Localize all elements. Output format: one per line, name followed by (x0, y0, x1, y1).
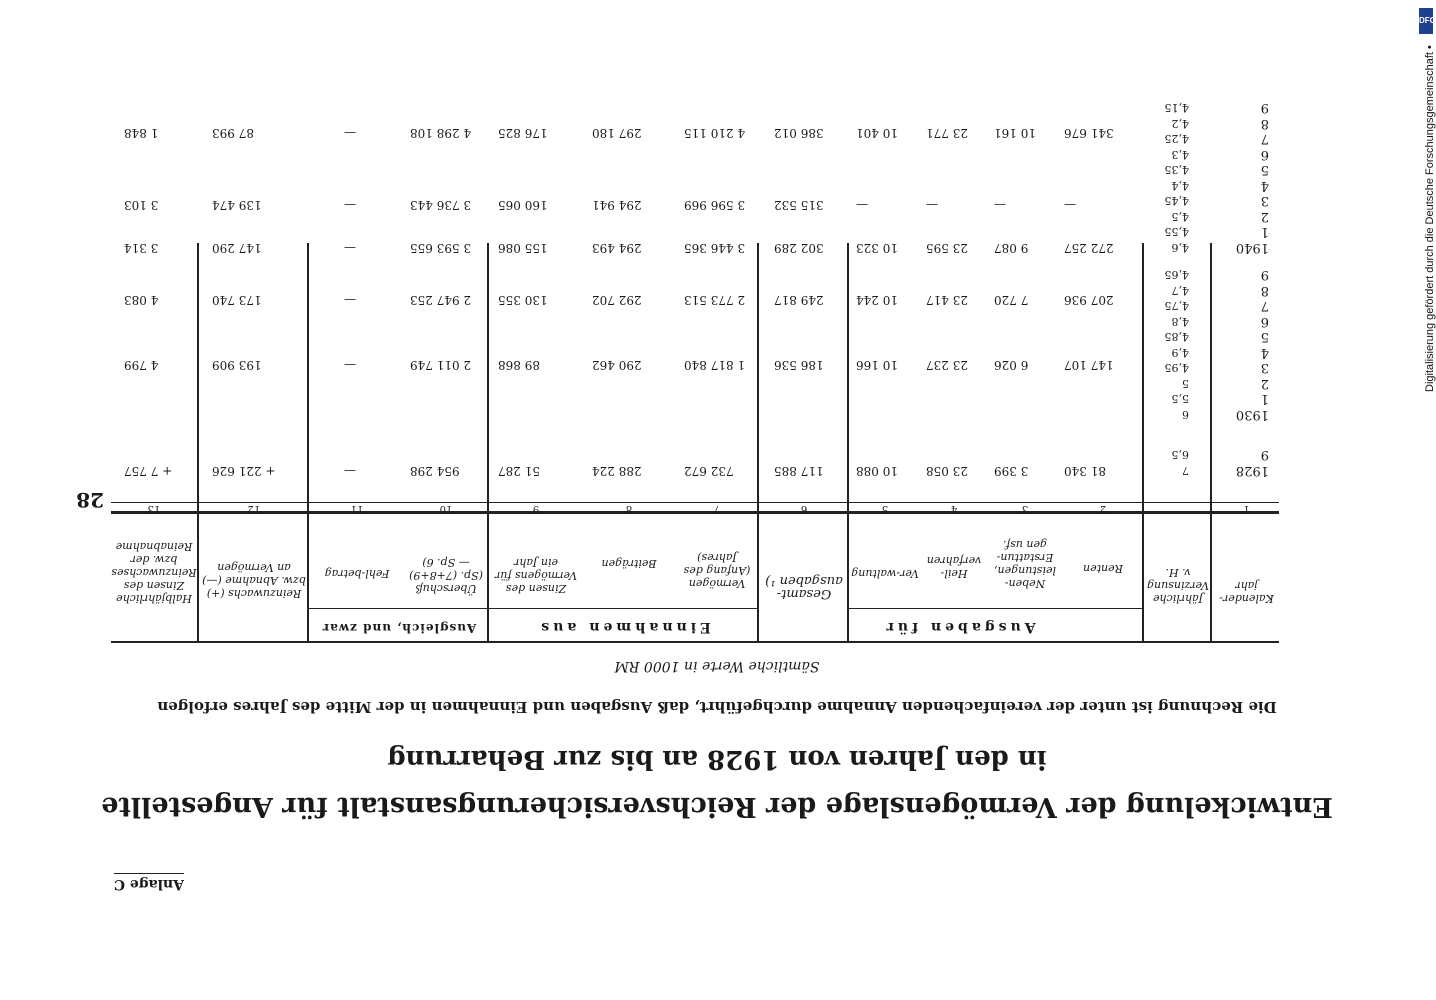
table-cell: 10 166 (856, 358, 898, 372)
table-cell: 6 026 (994, 358, 1029, 372)
group-einnahmen: Einnahmen aus (537, 619, 711, 635)
table-cell: 81 340 (1064, 464, 1106, 478)
table-cell: 3 103 (124, 198, 159, 212)
table-cell: 3 314 (124, 241, 159, 255)
table-cell: 10 161 (994, 126, 1036, 140)
group-ausgaben: Ausgaben für (882, 619, 1036, 635)
digitization-credit: Digitalisierung gefördert durch die Deutsche Forschungsgemeinschaft • (1424, 45, 1436, 392)
table-cell: 117 885 (774, 464, 824, 478)
page-subtitle: in den Jahren von 1928 an bis zur Beharrung (387, 744, 1047, 774)
col-num: 1 (1243, 503, 1250, 514)
table-cell: 290 462 (592, 358, 642, 372)
table-cell: 3 399 (994, 464, 1029, 478)
table-cell: 23 771 (926, 126, 968, 140)
table-cell: — (344, 464, 356, 478)
dfg-logo: DFG (1419, 8, 1433, 34)
col-num: 4 (950, 503, 958, 514)
group-ausgaben-rule (849, 608, 1144, 609)
table-cell: 3 596 969 (684, 198, 746, 212)
group-ausgleich-rule (309, 608, 489, 609)
col-header-7: Vermögen (Anfang des Jahres) (683, 551, 751, 590)
row-years: 1928 9 (1235, 447, 1269, 478)
col-header-4: Heil-verfahren (926, 554, 982, 580)
table-cell: 23 417 (926, 293, 968, 307)
table-cell: 186 536 (774, 358, 824, 372)
table-cell: 7 720 (994, 293, 1029, 307)
table-cell: — (344, 126, 356, 140)
table-cell: 4 298 108 (410, 126, 472, 140)
col-num: 2 (1099, 503, 1107, 514)
table-cell: 1 848 (124, 126, 159, 140)
col-num: 5 (881, 503, 889, 514)
col-num: 12 (247, 503, 261, 514)
table-cell: 147 290 (212, 241, 262, 255)
table-cell: + 221 626 (212, 464, 276, 478)
table-cell: 2 947 253 (410, 293, 472, 307)
col-num: 3 (1021, 503, 1029, 514)
row-rates: 6 5,5 5 4,95 4,9 4,85 4,8 4,75 4,7 4,65 (1164, 268, 1189, 421)
col-num: 7 (713, 503, 721, 514)
col-header-10: Überschuß (Sp. (7+8+9) — Sp. 6) (409, 556, 483, 595)
table-cell: 23 595 (926, 241, 968, 255)
table-cell: 147 107 (1064, 358, 1114, 372)
table-cell: 139 474 (212, 198, 262, 212)
col-num: 10 (439, 503, 453, 514)
table-cell: 176 825 (498, 126, 548, 140)
annex-label: Anlage C (114, 873, 184, 892)
table-cell: — (344, 358, 356, 372)
table-cell: — (994, 198, 1006, 212)
table-cell: — (344, 198, 356, 212)
table-cell: 207 936 (1064, 293, 1114, 307)
table-cell: 954 298 (410, 464, 460, 478)
table-cell: 3 446 365 (684, 241, 746, 255)
table-cell: 288 224 (592, 464, 642, 478)
col-num: 13 (147, 503, 161, 514)
row-rates: 7 6,5 (1171, 448, 1189, 477)
table-cell: 1 817 840 (684, 358, 746, 372)
page-number: 28 (76, 488, 104, 512)
table-cell: 2 773 513 (684, 293, 746, 307)
col-num: 9 (532, 503, 540, 514)
table-cell: 4 210 115 (684, 126, 746, 140)
row-years: 1930 1 2 3 4 5 6 7 8 9 (1235, 267, 1269, 422)
col-header-rate: Jährliche Verzinsung v. H. (1147, 566, 1209, 605)
table-cell: 10 323 (856, 241, 898, 255)
table-cell: 10 244 (856, 293, 898, 307)
col-num: 11 (350, 503, 364, 514)
table-cell: — (1064, 198, 1076, 212)
table-cell: 130 355 (498, 293, 548, 307)
col-header-9: Zinsen des Vermögens für ein Jahr (495, 556, 577, 595)
table-cell: 173 740 (212, 293, 262, 307)
table-cell: 10 401 (856, 126, 898, 140)
col-header-3: Neben-leistungen, Erstattun-gen usf. (994, 538, 1056, 590)
table-cell: 3 593 655 (410, 241, 472, 255)
table-cell: 9 087 (994, 241, 1029, 255)
table-cell: 294 941 (592, 198, 642, 212)
table-cell: 294 493 (592, 241, 642, 255)
table-cell: 23 237 (926, 358, 968, 372)
table-cell: 51 287 (498, 464, 540, 478)
table-cell: 89 868 (498, 358, 540, 372)
page-title: Entwickelung der Vermögenslage der Reichsversicherungsanstalt für Angestellte (101, 791, 1333, 822)
table-cell: 4 799 (124, 358, 159, 372)
divider (308, 243, 310, 643)
table-cell: 10 088 (856, 464, 898, 478)
col-num: 8 (625, 503, 633, 514)
table-cell: 297 180 (592, 126, 642, 140)
col-header-13: Halbjährliche Zinsen des Reinzuwachses bzw. der Reinabnahme (111, 540, 197, 605)
table-cell: 3 736 443 (410, 198, 472, 212)
table-cell: 160 065 (498, 198, 548, 212)
table-cell: 23 058 (926, 464, 968, 478)
table-cell: 302 289 (774, 241, 824, 255)
table-cell: 193 909 (212, 358, 262, 372)
row-years: 1940 1 2 3 4 5 6 7 8 9 (1235, 100, 1269, 255)
table-cell: — (344, 241, 356, 255)
table-cell: 732 672 (684, 464, 734, 478)
col-header-11: Fehl-betrag (324, 567, 390, 580)
calculation-note: Die Rechnung ist unter der vereinfachenden Annahme durchgeführt, daß Ausgaben und Einnahmen in der Mitte des Jahres erfolgen (157, 698, 1277, 716)
table-cell: 386 012 (774, 126, 824, 140)
table-cell: 272 257 (1064, 241, 1114, 255)
table-cell: 4 083 (124, 293, 159, 307)
table-cell: — (926, 198, 938, 212)
col-header-12: Reinzuwachs (+) bzw. Abnahme (—) an Vermögen (202, 561, 306, 600)
table-cell: 292 702 (592, 293, 642, 307)
group-einnahmen-rule (489, 608, 759, 609)
divider (1211, 243, 1213, 643)
col-header-6: Gesamt-ausgaben ¹) (765, 573, 843, 601)
table-cell: + 7 757 (124, 464, 173, 478)
table-top-rule (111, 641, 1279, 643)
table-cell: — (856, 198, 868, 212)
col-header-5: Ver-waltung (851, 567, 919, 580)
table-cell: 249 817 (774, 293, 824, 307)
col-header-2: Renten (1083, 562, 1123, 575)
table-cell: — (344, 293, 356, 307)
table-cell: 2 011 749 (410, 358, 472, 372)
unit-note: Sämtliche Werte in 1000 RM (614, 658, 820, 674)
table-cell: 87 993 (212, 126, 254, 140)
col-header-1: Kalender-jahr (1219, 579, 1274, 605)
col-num: 6 (800, 503, 808, 514)
table-cell: 341 676 (1064, 126, 1114, 140)
row-rates: 4,6 4,55 4,5 4,45 4,4 4,35 4,3 4,25 4,2 4,15 (1164, 101, 1189, 254)
table-cell: 315 532 (774, 198, 824, 212)
group-ausgleich: Ausgleich, und zwar (321, 621, 477, 635)
table-cell: 155 086 (498, 241, 548, 255)
col-header-8: Beiträgen (601, 557, 657, 570)
